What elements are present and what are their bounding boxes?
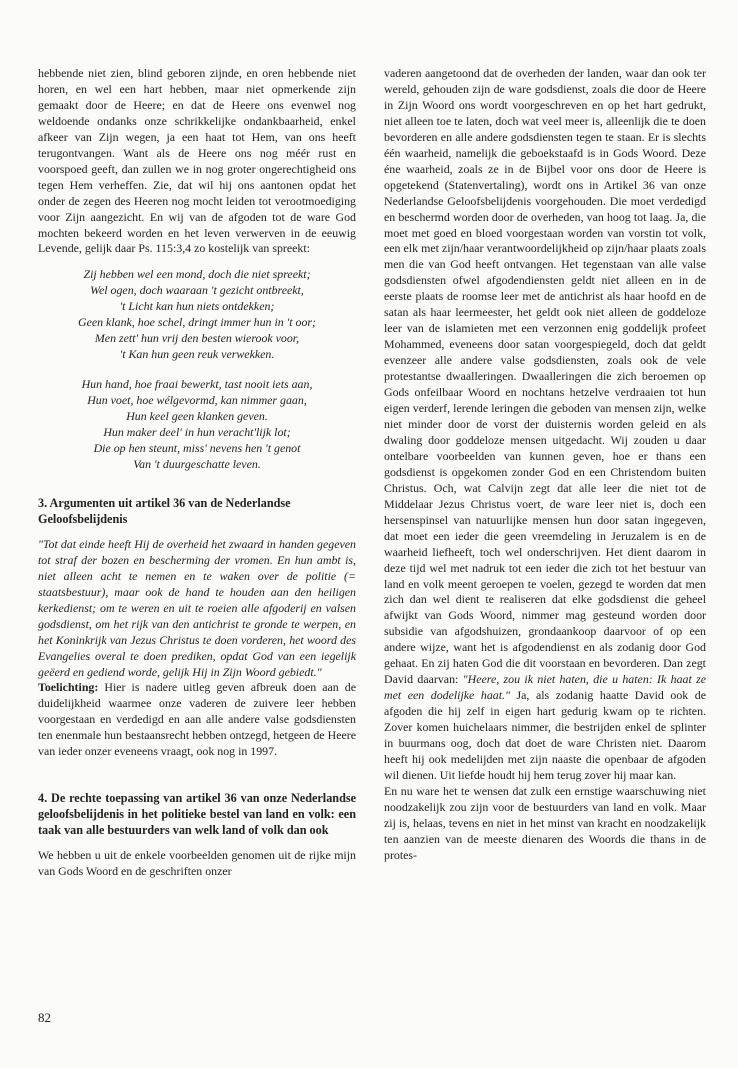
- poem-line: Hun voet, hoe wélgevormd, kan nimmer gaan,: [87, 393, 307, 408]
- poem-line: Die op hen steunt, miss' nevens hen 't genot: [93, 440, 301, 455]
- poem-line: 't Kan hun geen reuk verwekken.: [119, 347, 275, 362]
- poem-line: Hun keel geen klanken geven.: [126, 409, 268, 424]
- page-number: 82: [38, 1010, 51, 1025]
- psalm-stanza-1: [38, 267, 356, 363]
- explanation-paragraph: [38, 680, 356, 760]
- intro-paragraph: hebbende niet zien, blind geboren zijnde, en oren hebbende niet horen, en wel een hart hebben, maar niet opmerkende zijn gemaakt door de Heere; en dat de Heere ons evenwel nog weldoende ondanks onze schrikkelijke ondankbaarheid, enkel afkeer van Zijn wegen, ja een haat tot Hem, van ons heeft terugontvangen. Want als de Heere ons nog méér rust en voorspoed geeft, dan zullen we in nog groter ongerechtigheid ons tegen Hem verheffen. Zie, dat wil hij ons aantonen opdat het onder de zegen des Heeren nog mocht leiden tot verootmoediging voor Zijn aangezicht. En wij van de afgoden tot de ware God mochten bekeerd worden en het leven verwerven in de eeuwig Levende, gelijk daar Ps. 115:3,4 zo kostelijk van spreekt:: [38, 66, 356, 256]
- poem-line: Wel ogen, doch waaraan 't gezicht ontbreekt,: [90, 283, 304, 298]
- poem-line: Zij hebben wel een mond, doch die niet spreekt;: [83, 267, 311, 282]
- psalm-stanza-2: [38, 377, 356, 473]
- main-paragraph-end: Ja, als zodanig haatte David ook de afgoden die hij zelf in eigen hart gedurig kwam op te richten. Zover komen huichelaars nimmer, die bestrijden enkel de splinter in buurmans oog, doch dat doet de ware Christen niet. Daarom heeft hij ook medelijden met zijn naaste die openbaar de afgoden wil dienen. Uit liefde houdt hij hem terug zover hij maar kan.: [384, 688, 706, 782]
- main-paragraph-text: vaderen aangetoond dat de overheden der landen, waar dan ook ter wereld, gehouden zijn de ware godsdienst, zoals die door de Heere in Zijn Woord ons wordt voorgeschreven en op het hart gedrukt, niet alleen toe te laten, doch wat veel meer is, alleenlijk die te doen bevorderen en alle andere godsdiensten tegen te staan. Er is slechts één waarheid, namelijk die geboekstaafd is in Gods Woord. Deze éne waarheid, zoals ze in de Bijbel voor ons door de Heere is opgetekend (Statenvertaling), wordt ons in Artikel 36 van onze Nederlandse Geloofsbelijdenis voorgehouden. Die moet verdedigd en beschermd worden door de overheden, van hoog tot laag. Ja, die moet met goed en bloed voorgestaan worden van vorstin tot volk, een elk met zijn/haar verantwoordelijkheid op zijn/haar plaats zoals men die van God heeft ontvangen. Het tegenstaan van alle valse godsdiensten ofwel afgodendiensten geldt niet alleen en in de eerste plaats de roomse leer met de antichrist als haar hoofd en de satan als haar leermeester, het geldt ook niet alleen de goddeloze leer van de islamieten met een verzonnen enig goddelijk profeet Mohammed, eveneens door satan voorgespiegeld, doch dat geldt evenzeer alle andere valse godsdiensten, zoals ook de vele protestantse dwaalleringen. Dwaalleringen die zich beroemen op Gods onfeilbaar Woord en nochtans hetzelve verdraaien tot hun eigen verderf, lerende leringen die geboden van mensen zijn, welke niet minder door de vorst der duisternis worden geleid en als dwaling door goddeloze mensen uitgedacht. Wij zouden u daar ontelbare voorbeelden van kunnen geven, hoe er thans een godsdienst is opgekomen zonder God en een Christendom buiten Christus. Och, wat Calvijn zegt dat alle leer die niet tot de Middelaar Jezus Christus voert, de ware leer niet is, doch een hersenspinsel van natuurlijke mensen hun door satan ingegeven, dat moet een ieder die geen vreemdeling in Jeruzalem is en de waarheid liefheeft, toch wel onderschrijven. Het dient daarom in deze tijd wel met nadruk tot een ieder die zich tot het bestuur van land en volk meent geroepen te voelen, gezegd te worden dat men zich dan wel dient te realiseren dat elke godsdienst die geheel afwijkt van Gods Woord, nimmer mag gesteund worden door subsidie van afgodshuizen, grondaankoop daarvoor of op een andere wijze, want het is afgodendienst en als zodanig door God gehaat. En zij haten God die dit voorstaan en bevorderen. Dan zegt David daarvan:: [384, 66, 706, 687]
- left-column: [38, 66, 356, 880]
- david-quote: "Heere, zou ik niet haten, die u haten: Ik haat ze met een dodelijke haat.": [384, 672, 706, 703]
- section-heading-4: 4. De rechte toepassing van artikel 36 van onze Nederlandse geloofsbelijdenis in het politieke bestel van land en volk: een taak van alle bestuurders van welk land of volk dan ook: [38, 791, 356, 838]
- section-heading-3: 3. Argumenten uit artikel 36 van de Nederlandse Geloofsbelijdenis: [38, 495, 291, 526]
- poem-line: Hun maker deel' in hun veracht'lijk lot;: [103, 425, 291, 440]
- poem-line: Geen klank, hoe schel, dringt immer hun in 't oor;: [78, 315, 316, 330]
- explanation-label: Toelichting:: [38, 680, 99, 695]
- poem-line: Van 't duurgeschatte leven.: [133, 456, 261, 471]
- main-paragraph: [384, 66, 706, 784]
- poem-line: Men zett' hun vrij den besten wierook voor,: [94, 331, 300, 346]
- warning-paragraph: En nu ware het te wensen dat zulk een ernstige waarschuwing niet noodzakelijk zou zijn voor de bestuurders van land en volk. Maar zij is, helaas, tevens en niet in het minst van kracht en noodzakelijk ten aanzien van de meeste dienaren des Woords die thans in de protes-: [384, 783, 706, 862]
- poem-line: 't Licht kan hun niets ontdekken;: [119, 299, 275, 314]
- explanation-text: Hier is nadere uitleg geven afbreuk doen aan de duidelijkheid waarmee onze vaderen de zuivere leer hebben voorgestaan en verdedigd en aan alle andere valse godsdiensten ten enenmale hun bestaansrecht hebben ontzegd, hetgeen de Heere van ieder onzer eveneens vraagt, ook nog in 1997.: [38, 680, 356, 759]
- poem-line: Hun hand, hoe fraai bewerkt, tast nooit iets aan,: [81, 377, 313, 392]
- closing-paragraph: We hebben u uit de enkele voorbeelden genomen uit de rijke mijn van Gods Woord en de geschriften onzer: [38, 848, 356, 879]
- right-column: [384, 66, 706, 864]
- article-36-quote: "Tot dat einde heeft Hij de overheid het zwaard in handen gegeven tot straf der bozen en bescherming der vromen. En hun ambt is, niet alleen acht te nemen en te waken over de politie (= staatsbestuur), maar ook de hand te houden aan den heiligen kerkedienst; om te weren en uit te roeien alle afgoderij en valsen godsdienst, om het rijk van den antichrist te gronde te werpen, en het Koninkrijk van Jezus Christus te doen vorderen, het woord des Evangelies overal te doen prediken, opdat God van een iegelijk geëerd en gediend worde, gelijk Hij in Zijn Woord gebiedt.": [38, 536, 356, 679]
